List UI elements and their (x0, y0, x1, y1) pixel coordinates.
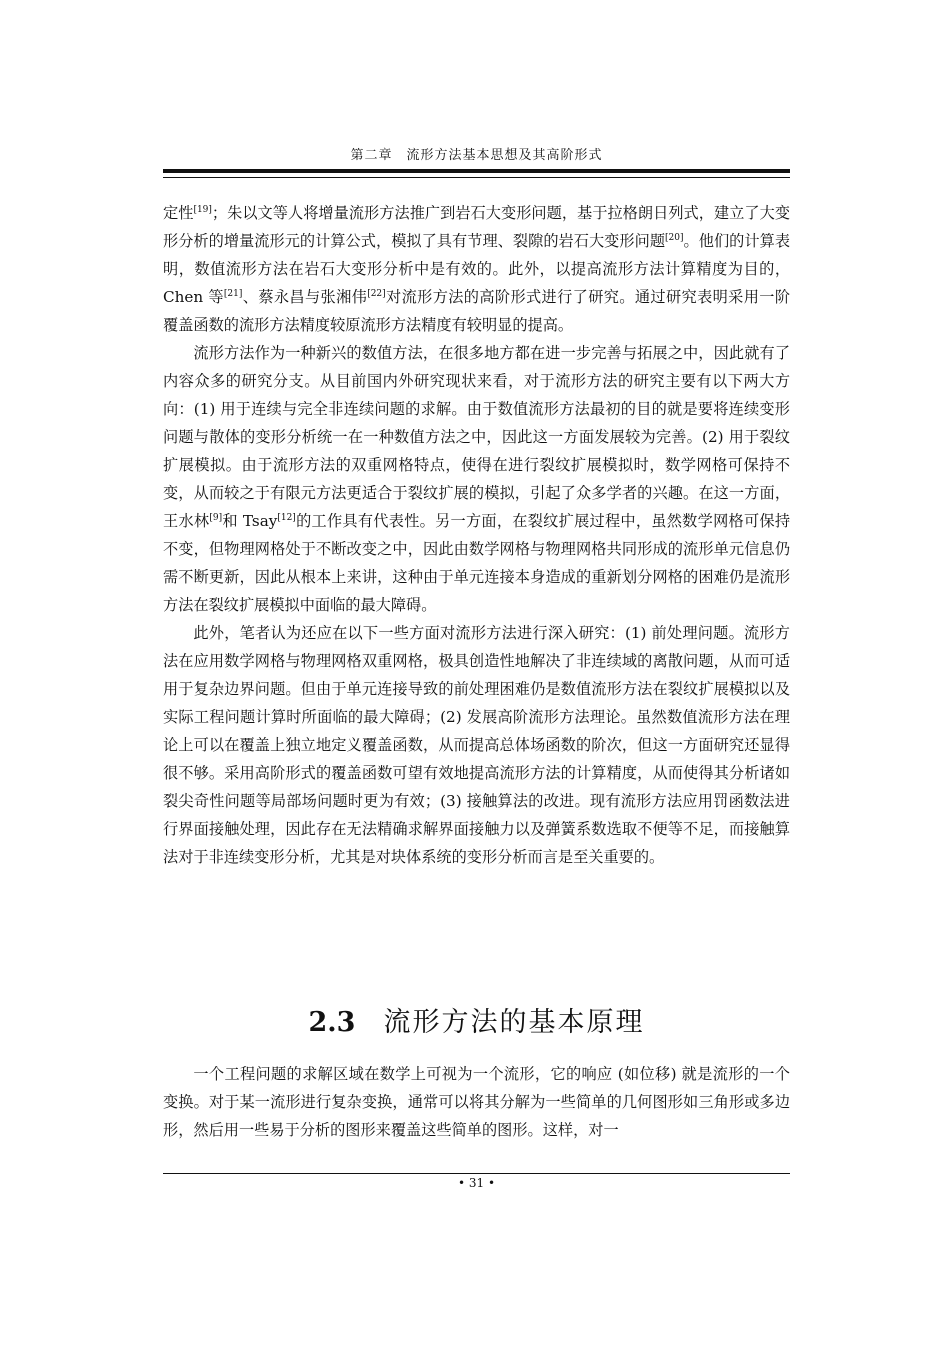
footer-rule (163, 1173, 790, 1174)
page-number: • 31 • (457, 1176, 496, 1190)
text-run: 定性 (163, 204, 194, 222)
text-run: 、蔡永昌与张湘伟 (242, 288, 368, 306)
citation: [9] (209, 513, 223, 523)
section-body (163, 1060, 790, 1144)
body-text (163, 199, 790, 871)
header-rule-thick (163, 169, 790, 173)
running-header: 第二章 流形方法基本思想及其高阶形式 (350, 148, 603, 163)
section-number: 2.3 (308, 1007, 356, 1038)
paragraph-2 (163, 339, 790, 619)
section-title: 流形方法的基本原理 (383, 1007, 645, 1038)
citation: [12] (277, 513, 296, 523)
text-run: 对流形方法的高阶形式进行了研究。通过研究表明采用一阶覆盖函数的流形方法精度较原流形方法精度有较明显的提高。 (163, 288, 791, 334)
header-rule-thin (163, 177, 790, 178)
text-run: 的工作具有代表性。另一方面，在裂纹扩展过程中，虽然数学网格可保持不变，但物理网格处于不断改变之中，因此由数学网格与物理网格共同形成的流形单元信息仍需不断更新，因此从根本上来讲，这种由于单元连接本身造成的重新划分网格的困难仍是流形方法在裂纹扩展模拟中面临的最大障碍。 (163, 512, 791, 614)
citation: [21] (223, 289, 243, 299)
text-run: 流形方法作为一种新兴的数值方法，在很多地方都在进一步完善与拓展之中，因此就有了内容众多的研究分支。从目前国内外研究现状来看，对于流形方法的研究主要有以下两大方向：(1) 用于连续与完全非连续问题的求解。由于数值流形方法最初的目的就是要将连续变形问题与散体的变形分析统一在一种数值方法之中，因此这一方面发展较为完善。(2) 用于裂纹扩展模拟。由于流形方法的双重网格特点，使得在进行裂纹扩展模拟时，数学网格可保持不变，从而较之于有限元方法更适合于裂纹扩展的模拟，引起了众多学者的兴趣。在这一方面，王水林 (163, 344, 790, 530)
paragraph-3: 此外，笔者认为还应在以下一些方面对流形方法进行深入研究：(1) 前处理问题。流形方法在应用数学网格与物理网格双重网格，极具创造性地解决了非连续域的离散问题，从而可适用于复杂边界问题。但由于单元连接导致的前处理困难仍是数值流形方法在裂纹扩展模拟以及实际工程问题计算时所面临的最大障碍；(2) 发展高阶流形方法理论。虽然数值流形方法在理论上可以在覆盖上独立地定义覆盖函数，从而提高总体场函数的阶次，但这一方面研究还显得很不够。采用高阶形式的覆盖函数可望有效地提高流形方法的计算精度，从而使得其分析诸如裂尖奇性问题等局部场问题时更为有效；(3) 接触算法的改进。现有流形方法应用罚函数法进行界面接触处理，因此存在无法精确求解界面接触力以及弹簧系数选取不便等不足，而接触算法对于非连续变形分析，尤其是对块体系统的变形分析而言是至关重要的。 (163, 624, 790, 866)
citation: [19] (193, 205, 212, 215)
text-run: 和 Tsay (222, 512, 278, 530)
paragraph-1 (163, 199, 790, 339)
citation: [20] (665, 233, 684, 243)
citation: [22] (367, 289, 386, 299)
text-run: 。他们的计算表明，数值流形方法在岩石大变形分析中是有效的。此外，以提高流形方法计算精度为目的，Chen 等 (163, 232, 791, 306)
text-run: ；朱以文等人将增量流形方法推广到岩石大变形问题，基于拉格朗日列式，建立了大变形分析的增量流形元的计算公式，模拟了具有节理、裂隙的岩石大变形问题 (163, 204, 791, 250)
section-heading (163, 1000, 790, 1039)
paragraph-4: 一个工程问题的求解区域在数学上可视为一个流形，它的响应 (如位移) 就是流形的一个变换。对于某一流形进行复杂变换，通常可以将其分解为一些简单的几何图形如三角形或多边形，然后用一些易于分析的图形来覆盖这些简单的图形。这样，对一 (163, 1065, 790, 1139)
